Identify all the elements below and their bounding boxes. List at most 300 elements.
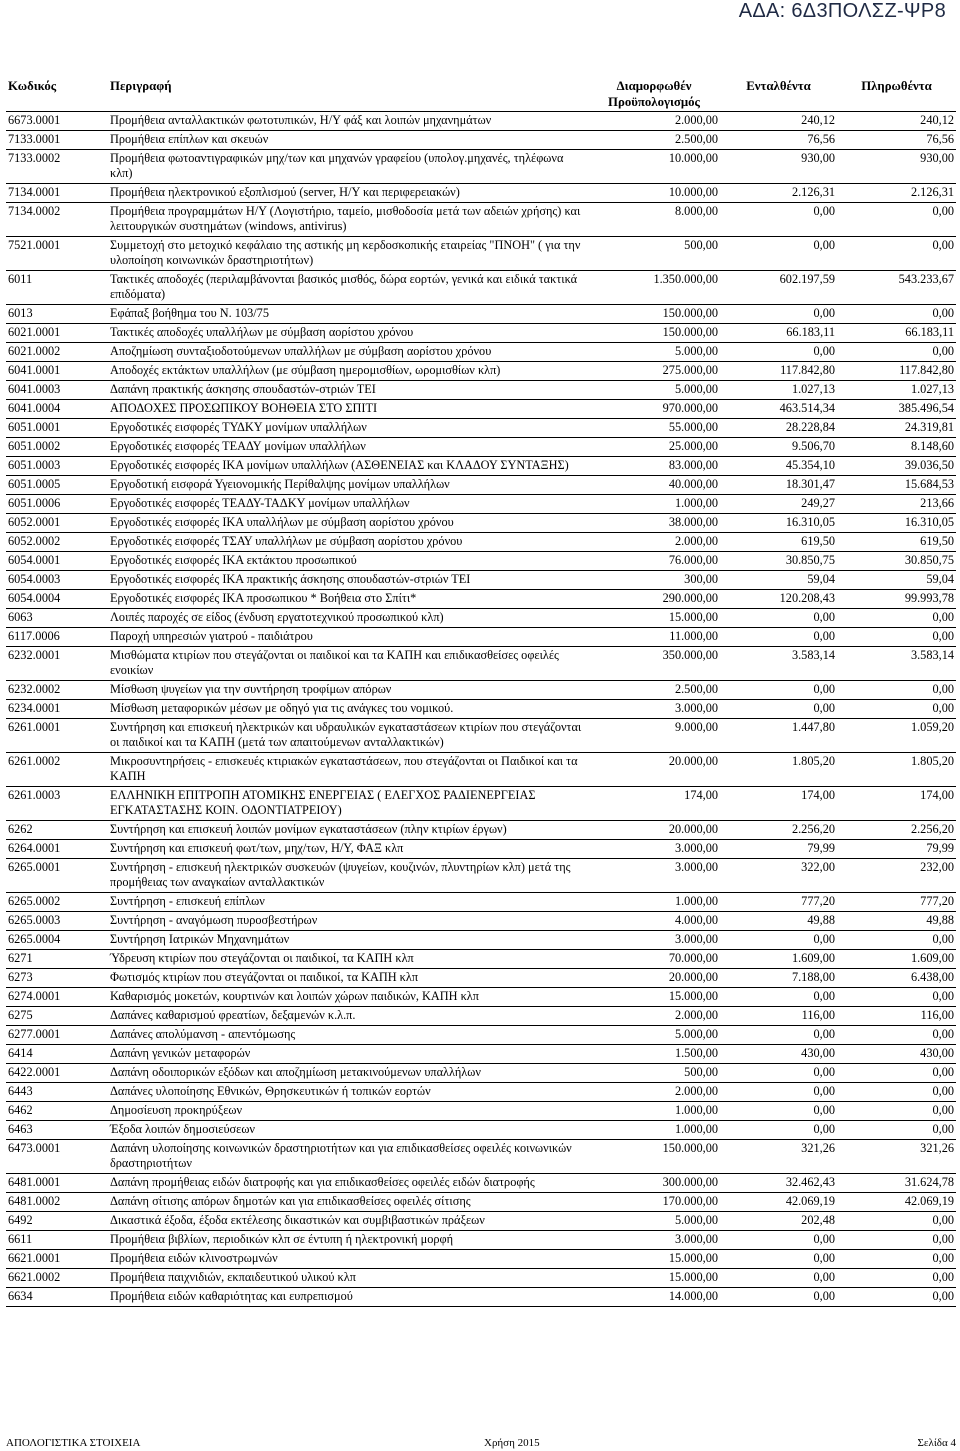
row-committed: 0,00 <box>720 700 837 719</box>
row-code: 6054.0001 <box>6 552 108 571</box>
row-paid: 930,00 <box>837 150 956 184</box>
row-description: Δικαστικά έξοδα, έξοδα εκτέλεσης δικαστικών και συμβιβαστικών πράξεων <box>108 1212 588 1231</box>
row-description: Μίσθωση μεταφορικών μέσων με οδηγό για τις ανάγκες του νομικού. <box>108 700 588 719</box>
row-budget: 20.000,00 <box>588 969 720 988</box>
row-committed: 0,00 <box>720 681 837 700</box>
row-committed: 66.183,11 <box>720 324 837 343</box>
row-committed: 322,00 <box>720 859 837 893</box>
row-committed: 0,00 <box>720 609 837 628</box>
row-code: 6673.0001 <box>6 112 108 131</box>
row-committed: 42.069,19 <box>720 1193 837 1212</box>
row-committed: 602.197,59 <box>720 271 837 305</box>
row-description: Δημοσίευση προκηρύξεων <box>108 1102 588 1121</box>
row-budget: 83.000,00 <box>588 457 720 476</box>
table-row <box>6 203 956 237</box>
row-description: Εργοδοτικές εισφορές ΤΥΔΚΥ μονίμων υπαλλήλων <box>108 419 588 438</box>
row-paid: 39.036,50 <box>837 457 956 476</box>
row-paid: 59,04 <box>837 571 956 590</box>
table-row <box>6 184 956 203</box>
row-paid: 0,00 <box>837 203 956 237</box>
row-committed: 0,00 <box>720 1288 837 1307</box>
row-paid: 0,00 <box>837 1102 956 1121</box>
row-paid: 619,50 <box>837 533 956 552</box>
table-row <box>6 1250 956 1269</box>
row-description: Εργοδοτικές εισφορές ΙΚΑ υπαλλήλων με σύμβαση αορίστου χρόνου <box>108 514 588 533</box>
row-committed: 619,50 <box>720 533 837 552</box>
row-budget: 150.000,00 <box>588 324 720 343</box>
row-description: Τακτικές αποδοχές υπαλλήλων με σύμβαση αορίστου χρόνου <box>108 324 588 343</box>
table-row <box>6 1083 956 1102</box>
row-description: Μισθώματα κτιρίων που στεγάζονται οι παιδικοί και τα ΚΑΠΗ και επιδικασθείσες οφειλές ενοικίων <box>108 647 588 681</box>
footer-report-name: ΑΠΟΛΟΓΙΣΤΙΚΑ ΣΤΟΙΧΕΙΑ <box>6 1437 141 1449</box>
table-row <box>6 1231 956 1250</box>
row-description: Εργοδοτική εισφορά Υγειονομικής Περίθαλψης μονίμων υπαλλήλων <box>108 476 588 495</box>
row-committed: 0,00 <box>720 1102 837 1121</box>
row-code: 6462 <box>6 1102 108 1121</box>
row-description: Δαπάνη υλοποίησης κοινωνικών δραστηριοτήτων και για επιδικασθείσες οφειλές κοινωνικών δραστηριοτήτων <box>108 1140 588 1174</box>
table-row <box>6 840 956 859</box>
table-row <box>6 1045 956 1064</box>
row-paid: 213,66 <box>837 495 956 514</box>
row-code: 6621.0001 <box>6 1250 108 1269</box>
row-committed: 18.301,47 <box>720 476 837 495</box>
table-row <box>6 400 956 419</box>
row-committed: 45.354,10 <box>720 457 837 476</box>
row-paid: 0,00 <box>837 305 956 324</box>
row-paid: 1.027,13 <box>837 381 956 400</box>
row-budget: 8.000,00 <box>588 203 720 237</box>
row-committed: 0,00 <box>720 1121 837 1140</box>
row-description: Αποζημίωση συνταξιοδοτούμενων υπαλλήλων με σύμβαση αορίστου χρόνου <box>108 343 588 362</box>
row-description: Προμήθεια ειδών καθαριότητας και ευπρεπισμού <box>108 1288 588 1307</box>
row-budget: 5.000,00 <box>588 1026 720 1045</box>
row-description: Δαπάνες απολύμανση - απεντόμωσης <box>108 1026 588 1045</box>
row-paid: 99.993,78 <box>837 590 956 609</box>
row-code: 6261.0002 <box>6 753 108 787</box>
table-row <box>6 112 956 131</box>
row-description: Εργοδοτικές εισφορές ΤΕΑΔΥ μονίμων υπαλλήλων <box>108 438 588 457</box>
table-row <box>6 514 956 533</box>
row-code: 6277.0001 <box>6 1026 108 1045</box>
row-paid: 30.850,75 <box>837 552 956 571</box>
row-budget: 174,00 <box>588 787 720 821</box>
table-row <box>6 912 956 931</box>
row-description: Συντήρηση και επισκευή ηλεκτρικών και υδραυλικών εγκαταστάσεων κτιρίων που στεγάζονται οι παιδικοί και τα ΚΑΠΗ (μετά των απαιτούμενων ανταλλακτικών) <box>108 719 588 753</box>
row-code: 6051.0002 <box>6 438 108 457</box>
row-paid: 0,00 <box>837 1121 956 1140</box>
table-row <box>6 305 956 324</box>
table-row <box>6 237 956 271</box>
row-paid: 174,00 <box>837 787 956 821</box>
table-row <box>6 821 956 840</box>
row-committed: 120.208,43 <box>720 590 837 609</box>
row-paid: 2.126,31 <box>837 184 956 203</box>
row-description: Δαπάνη πρακτικής άσκησης σπουδαστών-στριών ΤΕΙ <box>108 381 588 400</box>
row-committed: 0,00 <box>720 628 837 647</box>
row-committed: 1.447,80 <box>720 719 837 753</box>
row-code: 6611 <box>6 1231 108 1250</box>
row-budget: 10.000,00 <box>588 150 720 184</box>
row-budget: 970.000,00 <box>588 400 720 419</box>
row-paid: 2.256,20 <box>837 821 956 840</box>
row-paid: 543.233,67 <box>837 271 956 305</box>
table-row <box>6 343 956 362</box>
row-committed: 3.583,14 <box>720 647 837 681</box>
row-paid: 1.805,20 <box>837 753 956 787</box>
row-budget: 1.500,00 <box>588 1045 720 1064</box>
row-committed: 0,00 <box>720 305 837 324</box>
row-code: 6271 <box>6 950 108 969</box>
column-header-committed: Ενταλθέντα <box>746 79 811 93</box>
row-description: Δαπάνη οδοιπορικών εξόδων και αποζημίωση μετακινούμενων υπαλλήλων <box>108 1064 588 1083</box>
row-code: 7133.0002 <box>6 150 108 184</box>
row-description: Προμήθεια ανταλλακτικών φωτοτυπικών, Η/Υ φάξ και λοιπών μηχανημάτων <box>108 112 588 131</box>
column-header-budget: Διαμορφωθέν Προϋπολογισμός <box>608 79 700 109</box>
row-code: 6264.0001 <box>6 840 108 859</box>
table-row <box>6 1102 956 1121</box>
row-committed: 202,48 <box>720 1212 837 1231</box>
row-description: Δαπάνη σίτισης απόρων δημοτών και για επιδικασθείσες οφειλές σίτισης <box>108 1193 588 1212</box>
row-code: 6621.0002 <box>6 1269 108 1288</box>
table-row <box>6 1212 956 1231</box>
footer-page-number: Σελίδα 4 <box>917 1437 956 1449</box>
row-budget: 1.000,00 <box>588 1102 720 1121</box>
row-budget: 2.000,00 <box>588 533 720 552</box>
row-paid: 66.183,11 <box>837 324 956 343</box>
row-code: 6473.0001 <box>6 1140 108 1174</box>
row-paid: 49,88 <box>837 912 956 931</box>
row-paid: 0,00 <box>837 1288 956 1307</box>
row-budget: 3.000,00 <box>588 840 720 859</box>
row-code: 6492 <box>6 1212 108 1231</box>
row-paid: 430,00 <box>837 1045 956 1064</box>
table-row <box>6 324 956 343</box>
row-code: 6041.0001 <box>6 362 108 381</box>
row-description: Μικροσυντηρήσεις - επισκευές κτιριακών εγκαταστάσεων, που στεγάζονται οι Παιδικοί και τα ΚΑΠΗ <box>108 753 588 787</box>
row-committed: 2.126,31 <box>720 184 837 203</box>
row-description: Συντήρηση - αναγόμωση πυροσβεστήρων <box>108 912 588 931</box>
row-code: 6234.0001 <box>6 700 108 719</box>
row-description: Παροχή υπηρεσιών γιατρού - παιδιάτρου <box>108 628 588 647</box>
row-paid: 0,00 <box>837 681 956 700</box>
row-committed: 0,00 <box>720 1026 837 1045</box>
row-code: 6051.0001 <box>6 419 108 438</box>
table-body <box>6 112 956 1307</box>
row-paid: 3.583,14 <box>837 647 956 681</box>
row-budget: 500,00 <box>588 1064 720 1083</box>
table-row <box>6 1064 956 1083</box>
row-committed: 79,99 <box>720 840 837 859</box>
column-header-description: Περιγραφή <box>110 79 172 93</box>
row-code: 6265.0001 <box>6 859 108 893</box>
table-row <box>6 859 956 893</box>
row-budget: 500,00 <box>588 237 720 271</box>
footer-fiscal-year: Χρήση 2015 <box>484 1437 540 1449</box>
table-row <box>6 571 956 590</box>
row-committed: 0,00 <box>720 1231 837 1250</box>
row-committed: 2.256,20 <box>720 821 837 840</box>
row-budget: 290.000,00 <box>588 590 720 609</box>
row-budget: 40.000,00 <box>588 476 720 495</box>
table-row <box>6 495 956 514</box>
row-committed: 930,00 <box>720 150 837 184</box>
row-budget: 170.000,00 <box>588 1193 720 1212</box>
row-committed: 1.805,20 <box>720 753 837 787</box>
row-committed: 0,00 <box>720 1250 837 1269</box>
row-code: 6011 <box>6 271 108 305</box>
row-committed: 1.609,00 <box>720 950 837 969</box>
row-code: 6117.0006 <box>6 628 108 647</box>
table-row <box>6 1288 956 1307</box>
table-row <box>6 681 956 700</box>
row-description: Λοιπές παροχές σε είδος (ένδυση εργατοτεχνικού προσωπικού κλπ) <box>108 609 588 628</box>
table-row <box>6 969 956 988</box>
row-code: 6232.0002 <box>6 681 108 700</box>
table-row <box>6 931 956 950</box>
row-committed: 9.506,70 <box>720 438 837 457</box>
row-code: 6634 <box>6 1288 108 1307</box>
table-row <box>6 893 956 912</box>
table-row <box>6 533 956 552</box>
row-budget: 10.000,00 <box>588 184 720 203</box>
row-description: Έξοδα λοιπών δημοσιεύσεων <box>108 1121 588 1140</box>
row-description: Προμήθεια επίπλων και σκευών <box>108 131 588 150</box>
row-description: Προμήθεια προγραμμάτων Η/Υ (Λογιστήριο, ταμείο, μισθοδοσία μετά των αδειών χρήσης) και λειτουργικών συστημάτων (windows, antivirus) <box>108 203 588 237</box>
table-header-row <box>6 77 956 112</box>
row-description: Προμήθεια ηλεκτρονικού εξοπλισμού (server, Η/Υ και περιφερειακών) <box>108 184 588 203</box>
table-row <box>6 950 956 969</box>
row-committed: 0,00 <box>720 931 837 950</box>
row-committed: 0,00 <box>720 237 837 271</box>
row-budget: 3.000,00 <box>588 931 720 950</box>
table-row <box>6 1026 956 1045</box>
table-row <box>6 590 956 609</box>
table-row <box>6 787 956 821</box>
row-budget: 5.000,00 <box>588 381 720 400</box>
row-paid: 0,00 <box>837 1083 956 1102</box>
row-budget: 4.000,00 <box>588 912 720 931</box>
row-description: Φωτισμός κτιρίων που στεγάζονται οι παιδικοί, τα ΚΑΠΗ κλπ <box>108 969 588 988</box>
row-committed: 7.188,00 <box>720 969 837 988</box>
table-row <box>6 647 956 681</box>
row-code: 6052.0001 <box>6 514 108 533</box>
row-code: 6265.0003 <box>6 912 108 931</box>
row-committed: 430,00 <box>720 1045 837 1064</box>
row-budget: 2.000,00 <box>588 112 720 131</box>
table-row <box>6 419 956 438</box>
row-committed: 49,88 <box>720 912 837 931</box>
row-code: 6054.0003 <box>6 571 108 590</box>
table-row <box>6 988 956 1007</box>
row-budget: 275.000,00 <box>588 362 720 381</box>
row-description: Δαπάνες υλοποίησης Εθνικών, Θρησκευτικών ή τοπικών εορτών <box>108 1083 588 1102</box>
row-paid: 0,00 <box>837 343 956 362</box>
row-committed: 59,04 <box>720 571 837 590</box>
row-code: 6414 <box>6 1045 108 1064</box>
row-committed: 249,27 <box>720 495 837 514</box>
row-code: 6463 <box>6 1121 108 1140</box>
row-committed: 116,00 <box>720 1007 837 1026</box>
row-budget: 150.000,00 <box>588 305 720 324</box>
row-paid: 1.059,20 <box>837 719 956 753</box>
row-description: Δαπάνη προμήθειας ειδών διατροφής και για επιδικασθείσες οφειλές ειδών διατροφής <box>108 1174 588 1193</box>
row-code: 7134.0001 <box>6 184 108 203</box>
row-paid: 777,20 <box>837 893 956 912</box>
row-code: 7134.0002 <box>6 203 108 237</box>
row-code: 6041.0004 <box>6 400 108 419</box>
row-committed: 16.310,05 <box>720 514 837 533</box>
row-code: 6262 <box>6 821 108 840</box>
row-paid: 0,00 <box>837 988 956 1007</box>
row-budget: 20.000,00 <box>588 753 720 787</box>
row-description: Συντήρηση και επισκευή λοιπών μονίμων εγκαταστάσεων (πλην κτιρίων έργων) <box>108 821 588 840</box>
ada-identifier: ΑΔΑ: 6Δ3ΠΟΛΣΖ-ΨΡ8 <box>738 0 946 22</box>
row-description: Εργοδοτικές εισφορές ΙΚΑ πρακτικής άσκησης σπουδαστών-στριών ΤΕΙ <box>108 571 588 590</box>
table-row <box>6 1174 956 1193</box>
table-row <box>6 700 956 719</box>
row-description: Συντήρηση και επισκευή φωτ/των, μηχ/των, Η/Υ, ΦΑΞ κλπ <box>108 840 588 859</box>
row-budget: 1.350.000,00 <box>588 271 720 305</box>
row-paid: 8.148,60 <box>837 438 956 457</box>
row-paid: 0,00 <box>837 628 956 647</box>
row-budget: 2.500,00 <box>588 131 720 150</box>
row-code: 6021.0001 <box>6 324 108 343</box>
row-paid: 321,26 <box>837 1140 956 1174</box>
row-committed: 240,12 <box>720 112 837 131</box>
row-paid: 0,00 <box>837 1064 956 1083</box>
row-paid: 42.069,19 <box>837 1193 956 1212</box>
row-code: 6273 <box>6 969 108 988</box>
table-row <box>6 1193 956 1212</box>
row-code: 6274.0001 <box>6 988 108 1007</box>
row-budget: 3.000,00 <box>588 1231 720 1250</box>
row-budget: 1.000,00 <box>588 495 720 514</box>
row-description: Δαπάνες καθαρισμού φρεατίων, δεξαμενών κ.λ.π. <box>108 1007 588 1026</box>
row-budget: 3.000,00 <box>588 859 720 893</box>
row-paid: 0,00 <box>837 931 956 950</box>
table-row <box>6 1269 956 1288</box>
row-paid: 0,00 <box>837 700 956 719</box>
row-budget: 150.000,00 <box>588 1140 720 1174</box>
row-budget: 2.000,00 <box>588 1007 720 1026</box>
row-budget: 350.000,00 <box>588 647 720 681</box>
row-code: 6041.0003 <box>6 381 108 400</box>
row-committed: 321,26 <box>720 1140 837 1174</box>
row-budget: 5.000,00 <box>588 343 720 362</box>
table-row <box>6 1140 956 1174</box>
row-paid: 24.319,81 <box>837 419 956 438</box>
row-committed: 174,00 <box>720 787 837 821</box>
table-row <box>6 609 956 628</box>
table-row <box>6 362 956 381</box>
row-code: 6481.0002 <box>6 1193 108 1212</box>
table-row <box>6 457 956 476</box>
column-header-code: Κωδικός <box>8 79 57 93</box>
row-code: 6481.0001 <box>6 1174 108 1193</box>
row-description: Μίσθωση ψυγείων για την συντήρηση τροφίμων απόρων <box>108 681 588 700</box>
row-description: Εργοδοτικές εισφορές ΤΕΑΔΥ-ΤΑΔΚΥ μονίμων υπαλλήλων <box>108 495 588 514</box>
row-committed: 0,00 <box>720 1269 837 1288</box>
table-row <box>6 552 956 571</box>
row-paid: 6.438,00 <box>837 969 956 988</box>
row-committed: 30.850,75 <box>720 552 837 571</box>
row-budget: 300,00 <box>588 571 720 590</box>
row-paid: 79,99 <box>837 840 956 859</box>
row-code: 6051.0003 <box>6 457 108 476</box>
row-budget: 76.000,00 <box>588 552 720 571</box>
row-committed: 0,00 <box>720 203 837 237</box>
table-row <box>6 753 956 787</box>
row-committed: 0,00 <box>720 1064 837 1083</box>
row-code: 6261.0001 <box>6 719 108 753</box>
row-paid: 0,00 <box>837 1212 956 1231</box>
row-paid: 16.310,05 <box>837 514 956 533</box>
row-committed: 117.842,80 <box>720 362 837 381</box>
row-committed: 76,56 <box>720 131 837 150</box>
row-budget: 3.000,00 <box>588 700 720 719</box>
row-paid: 0,00 <box>837 1269 956 1288</box>
row-description: Εργοδοτικές εισφορές ΙΚΑ προσωπικου * Βοήθεια στο Σπίτι* <box>108 590 588 609</box>
row-committed: 777,20 <box>720 893 837 912</box>
table-row <box>6 628 956 647</box>
row-budget: 11.000,00 <box>588 628 720 647</box>
row-paid: 240,12 <box>837 112 956 131</box>
table-row <box>6 476 956 495</box>
row-code: 6051.0006 <box>6 495 108 514</box>
row-code: 6054.0004 <box>6 590 108 609</box>
table-row <box>6 719 956 753</box>
row-budget: 55.000,00 <box>588 419 720 438</box>
row-description: Συντήρηση Ιατρικών Μηχανημάτων <box>108 931 588 950</box>
row-budget: 25.000,00 <box>588 438 720 457</box>
row-paid: 0,00 <box>837 1231 956 1250</box>
row-code: 6052.0002 <box>6 533 108 552</box>
row-code: 7521.0001 <box>6 237 108 271</box>
row-committed: 32.462,43 <box>720 1174 837 1193</box>
row-code: 6232.0001 <box>6 647 108 681</box>
row-code: 7133.0001 <box>6 131 108 150</box>
table-row <box>6 150 956 184</box>
row-code: 6275 <box>6 1007 108 1026</box>
row-budget: 5.000,00 <box>588 1212 720 1231</box>
row-budget: 15.000,00 <box>588 988 720 1007</box>
row-committed: 463.514,34 <box>720 400 837 419</box>
row-code: 6051.0005 <box>6 476 108 495</box>
row-budget: 20.000,00 <box>588 821 720 840</box>
row-committed: 0,00 <box>720 1083 837 1102</box>
row-code: 6443 <box>6 1083 108 1102</box>
row-description: Εργοδοτικές εισφορές ΤΣΑΥ υπαλλήλων με σύμβαση αορίστου χρόνου <box>108 533 588 552</box>
row-paid: 15.684,53 <box>837 476 956 495</box>
table-row <box>6 381 956 400</box>
row-committed: 1.027,13 <box>720 381 837 400</box>
row-code: 6261.0003 <box>6 787 108 821</box>
row-code: 6265.0004 <box>6 931 108 950</box>
expense-report-table <box>6 77 956 1307</box>
row-code: 6013 <box>6 305 108 324</box>
row-description: Προμήθεια ειδών κλινοστρωμνών <box>108 1250 588 1269</box>
row-budget: 1.000,00 <box>588 1121 720 1140</box>
row-paid: 0,00 <box>837 1250 956 1269</box>
row-budget: 15.000,00 <box>588 609 720 628</box>
row-budget: 38.000,00 <box>588 514 720 533</box>
table-row <box>6 1007 956 1026</box>
row-description: Συντήρηση - επισκευή ηλεκτρικών συσκευών (ψυγείων, κουζινών, πλυντηρίων κλπ) μετά της προμήθειας των αναγκαίων ανταλλακτικών <box>108 859 588 893</box>
row-description: ΕΛΛΗΝΙΚΗ ΕΠΙΤΡΟΠΗ ΑΤΟΜΙΚΗΣ ΕΝΕΡΓΕΙΑΣ ( ΕΛΕΓΧΟΣ ΡΑΔΙΕΝΕΡΓΕΙΑΣ ΕΓΚΑΤΑΣΤΑΣΗΣ ΚΟΙΝ. ΟΔΟΝΤΙΑΤΡΕΙΟΥ) <box>108 787 588 821</box>
table-row <box>6 131 956 150</box>
table-row <box>6 1121 956 1140</box>
row-paid: 1.609,00 <box>837 950 956 969</box>
